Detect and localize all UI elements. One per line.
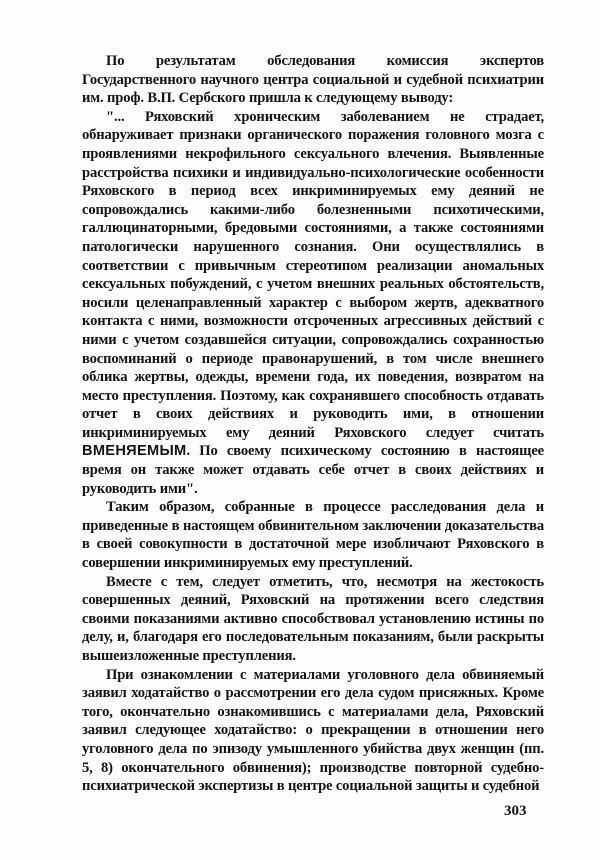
paragraph-intro: По результатам обследования комиссия экспертов Государственного научного центра социальной и судебной психиатрии им. проф. В.П. Сербского пришла к следующему выводу: [82,53,544,107]
page-number: 303 [504,803,527,819]
paragraph-evidence: Таким образом, собранные в процессе расследования дела и приведенные в настоящем обвинительном заключении доказательства в своей совокупности в достаточной мере изобличают Ряховского в совершении инкриминируемых ему преступлений. [82,499,544,572]
expert-conclusion-text: "... Ряховский хроническим заболеванием не страдает, обнаруживает признаки органического поражения головного мозга с проявлениями некрофильного сексуального влечения. Выявленные расстройства психики и индивидуально-психологические особенности Ряховского в период всех инкриминируемых ему деяний не сопровождались какими-либо болезненными психотическими, галлюцинаторными, бредовыми состояниями, а также состояниями патологически нарушенного сознания. Они осуществлялись в соответствии с привычным стереотипом реализации аномальных сексуальных побуждений, с учетом внешних реальных обстоятельств, носили целенаправленный характер с выбором жертв, адекватного контакта с ними, возможности отсроченных агрессивных действий с ними с учетом создавшейся ситуации, сопровождались сохранностью воспоминаний о периоде правонарушений, в том числе внешнего облика жертвы, одежды, времени года, их поведения, возвратом на место преступления. Поэтому, как сохранявшего способность отдавать отчет в своих действиях и руководить ими, в отношении инкриминируемых ему деяний Ряховского следует считать [82,108,544,441]
paragraph-cooperation: Вместе с тем, следует отметить, что, несмотря на жестокость совершенных деяний, Ряховский на протяжении всего следствия своими показаниями активно способствовал установлению истины по делу, и, благодаря его последовательным показаниям, были раскрыты вышеизложенные преступления. [82,573,544,664]
paragraph-expert-conclusion [82,108,544,498]
verdict-word: ВМЕНЯЕМЫМ [82,443,187,460]
paragraph-petition: При ознакомлении с материалами уголовного дела обвиняемый заявил ходатайство о рассмотрении его дела судом присяжных. Кроме того, окончательно ознакомившись с материалами дела, Ряховский заявил следующее ходатайство: о прекращении в отношении него уголовного дела по эпизоду умышленного убийства двух женщин (пп. 5, 8) окончательного обвинения); производстве повторной судебно-психиатрической экспертизы в центре социальной защиты и судебной [82,666,544,795]
document-body [82,52,544,796]
expert-conclusion-tail: . По своему психическому состоянию в настоящее время он также может отдавать себе отчет в своих действиях и руководить ими". [82,443,544,497]
